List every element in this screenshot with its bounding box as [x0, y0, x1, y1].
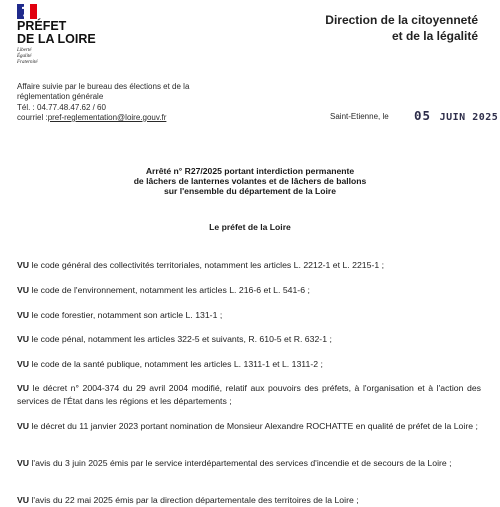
- email-label: courriel :: [17, 112, 48, 122]
- arrete-title-line: sur l'ensemble du département de la Loire: [163, 186, 337, 197]
- vu-keyword: VU: [17, 260, 30, 270]
- vu-text: le code pénal, notamment les articles 322-5 et suivants, R. 610-5 et R. 632-1 ;: [29, 334, 332, 344]
- vu-paragraph: [17, 494, 481, 507]
- place-label: Saint-Etienne, le: [330, 112, 389, 121]
- prefecture-name-line: PRÉFET: [17, 19, 67, 33]
- vu-paragraph: [17, 457, 481, 470]
- date-stamp: [414, 108, 498, 123]
- vu-text: le code général des collectivités territoriales, notamment les articles L. 2212-1 et L. 2215-1 ;: [29, 260, 385, 270]
- vu-text: le code de la santé publique, notamment les articles L. 1311-1 et L. 1311-2 ;: [29, 359, 323, 369]
- prefet-heading: Le préfet de la Loire: [209, 222, 291, 232]
- republic-motto: [17, 48, 38, 66]
- direction-line: Direction de la citoyenneté: [325, 13, 478, 27]
- direction-line: et de la légalité: [391, 29, 478, 43]
- date-stamp-month-year: JUIN 2025: [439, 112, 499, 123]
- vu-paragraph: [17, 358, 481, 371]
- vu-paragraph: [17, 382, 481, 407]
- date-stamp-day: 05: [414, 108, 432, 123]
- vu-paragraph: [17, 309, 481, 322]
- arrete-title-line: de lâchers de lanternes volantes et de lâchers de ballons: [133, 176, 367, 187]
- direction-header: [325, 12, 478, 44]
- vu-text: le code forestier, notamment son article L. 131-1 ;: [29, 310, 223, 320]
- affaire-line: réglementation générale: [17, 92, 104, 102]
- vu-paragraph: [17, 333, 481, 346]
- email-link[interactable]: pref-reglementation@loire.gouv.fr: [47, 112, 167, 122]
- affaire-line: Affaire suivie par le bureau des élections et de la: [17, 82, 190, 91]
- vu-keyword: VU: [17, 421, 30, 431]
- vu-text: l'avis du 22 mai 2025 émis par la direction départementale des territoires de la Loire ;: [29, 495, 359, 505]
- vu-keyword: VU: [17, 359, 30, 369]
- email-line: [17, 113, 189, 123]
- motto-line: Égalité: [17, 54, 32, 59]
- vu-paragraph: [17, 420, 481, 433]
- arrete-title: [60, 166, 440, 197]
- arrete-title-line: Arrêté n° R27/2025 portant interdiction permanente: [145, 166, 355, 176]
- vu-keyword: VU: [17, 495, 30, 505]
- vu-keyword: VU: [17, 383, 30, 393]
- motto-line: Liberté: [17, 48, 32, 53]
- vu-keyword: VU: [17, 310, 30, 320]
- vu-paragraph: [17, 259, 481, 272]
- vu-paragraph: [17, 284, 481, 297]
- vu-text: le code de l'environnement, notamment les articles L. 216-6 et L. 541-6 ;: [29, 285, 310, 295]
- motto-line: Fraternité: [17, 60, 38, 65]
- vu-keyword: VU: [17, 334, 30, 344]
- affaire-contact-block: [17, 82, 189, 123]
- marianne-flag-icon: [17, 4, 37, 19]
- prefecture-name: [17, 20, 96, 46]
- prefecture-name-line: DE LA LOIRE: [17, 32, 96, 46]
- affaire-line: Tél. : 04.77.48.47.62 / 60: [17, 102, 106, 112]
- vu-text: le décret n° 2004-374 du 29 avril 2004 modifié, relatif aux pouvoirs des préfets, à l'organisation et à l'action des services de l'État dans les régions et les départements ;: [17, 383, 481, 406]
- vu-text: l'avis du 3 juin 2025 émis par le service interdépartemental des services d'incendie et de secours de la Loire ;: [29, 458, 452, 468]
- vu-text: le décret du 11 janvier 2023 portant nomination de Monsieur Alexandre ROCHATTE en qualité de préfet de la Loire ;: [29, 421, 478, 431]
- vu-keyword: VU: [17, 458, 30, 468]
- vu-keyword: VU: [17, 285, 30, 295]
